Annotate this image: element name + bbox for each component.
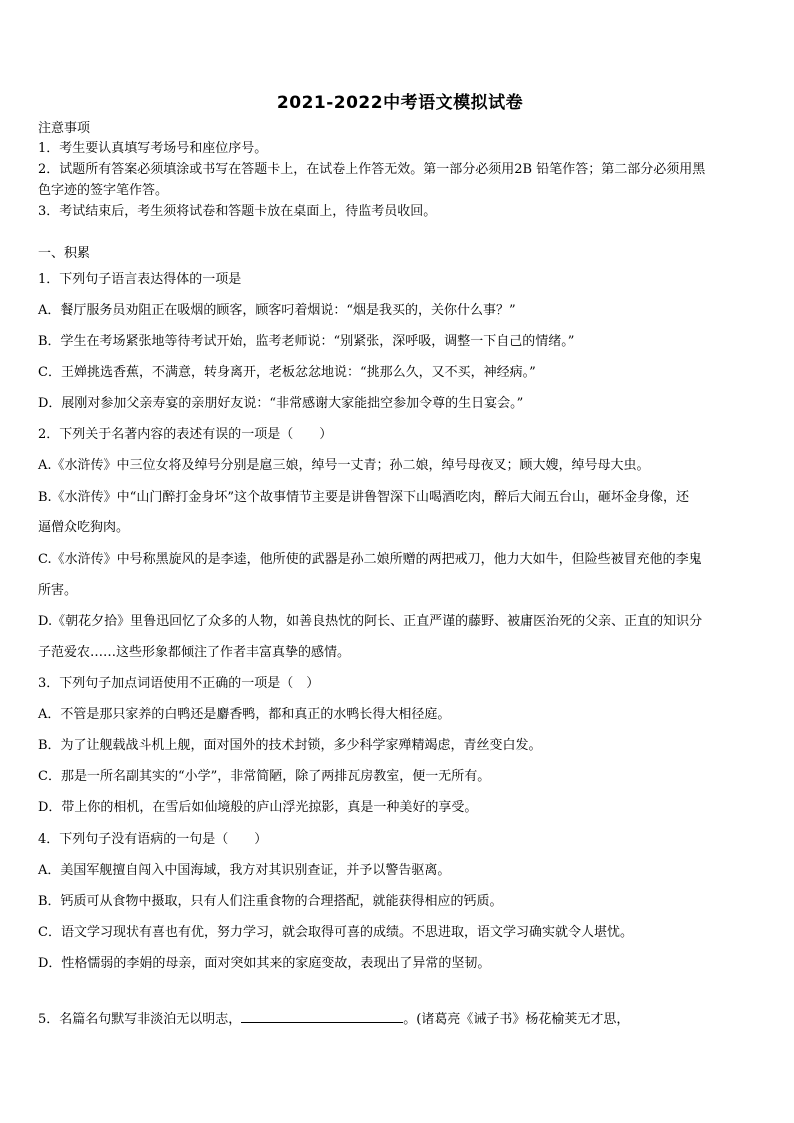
question-option: C．王婵挑选香蕉，不满意，转身离开，老板忿忿地说：“挑那么久，又不买，神经病。” bbox=[38, 365, 536, 380]
question-option: B．钙质可从食物中摄取，只有人们注重食物的合理搭配，就能获得相应的钙质。 bbox=[38, 894, 503, 909]
question-option: B．学生在考场紧张地等待考试开始，监考老师说：“别紧张，深呼吸，调整一下自己的情绪。” bbox=[38, 334, 575, 349]
notice-item: 色字迹的签字笔作答。 bbox=[38, 183, 169, 198]
notice-item: 2．试题所有答案必须填涂或书写在答题卡上，在试卷上作答无效。第一部分必须用2B 铅笔作答；第二部分必须用黑 bbox=[38, 162, 706, 177]
question-stem: 3．下列句子加点词语使用不正确的一项是（ ） bbox=[38, 676, 320, 691]
question-stem: 4．下列句子没有语病的一句是（ ） bbox=[38, 832, 268, 847]
question-option: D．性格懦弱的李娟的母亲，面对突如其来的家庭变故，表现出了异常的坚韧。 bbox=[38, 956, 491, 971]
question-option: D．展刚对参加父亲寿宴的亲朋好友说：“非常感谢大家能拙空参加令尊的生日宴会。” bbox=[38, 396, 524, 411]
question-option-cont: 逼僧众吃狗肉。 bbox=[38, 520, 130, 535]
question-option-cont: 所害。 bbox=[38, 583, 78, 598]
question-stem: 2．下列关于名著内容的表述有误的一项是（ ） bbox=[38, 427, 333, 442]
question-option: B.《水浒传》中“山门醉打金身坏”这个故事情节主要是讲鲁智深下山喝酒吃肉，醉后大闹五台山，砸坏金身像，还 bbox=[38, 490, 689, 505]
question-option: A．不管是那只家养的白鸭还是麝香鸭，都和真正的水鸭长得大相径庭。 bbox=[38, 707, 451, 722]
notice-item: 1．考生要认真填写考场号和座位序号。 bbox=[38, 141, 268, 156]
notice-item: 3．考试结束后，考生须将试卷和答题卡放在桌面上，待监考员收回。 bbox=[38, 204, 437, 219]
question-option: C．语文学习现状有喜也有优，努力学习，就会取得可喜的成绩。不思进取，语文学习确实就令人堪忧。 bbox=[38, 925, 633, 940]
question-option: D．带上你的相机，在雪后如仙境般的庐山浮光掠影，真是一种美好的享受。 bbox=[38, 800, 478, 815]
question-option: A．美国军舰擅自闯入中国海域，我方对其识别查证，并予以警告驱离。 bbox=[38, 863, 451, 878]
question-option: B．为了让舰载战斗机上舰，面对国外的技术封锁，多少科学家殚精竭虑，青丝变白发。 bbox=[38, 738, 542, 753]
question-stem: 1．下列句子语言表达得体的一项是 bbox=[38, 272, 242, 287]
question-option: D.《朝花夕拾》里鲁迅回忆了众多的人物，如善良热忱的阿长、正直严谨的藤野、被庸医治死的父亲、正直的知识分 bbox=[38, 614, 703, 629]
question-stem bbox=[38, 1010, 629, 1028]
question-option: A．餐厅服务员劝阻正在吸烟的顾客，顾客叼着烟说：“烟是我买的，关你什么事？” bbox=[38, 303, 516, 318]
section-heading: 一、积累 bbox=[38, 246, 91, 261]
fill-in-text-before: 5．名篇名句默写非淡泊无以明志， bbox=[38, 1012, 242, 1027]
notice-heading: 注意事项 bbox=[38, 121, 91, 136]
fill-in-text-after: 。(诸葛亮《诫子书》杨花榆荚无才思， bbox=[403, 1012, 630, 1027]
question-option: C.《水浒传》中号称黑旋风的是李逵，他所使的武器是孙二娘所赠的两把戒刀，他力大如牛，但险些被冒充他的李鬼 bbox=[38, 552, 702, 567]
answer-blank[interactable] bbox=[241, 1010, 403, 1023]
question-option-cont: 子范爱农……这些形象都倾注了作者丰富真挚的感情。 bbox=[38, 645, 351, 660]
question-option: A.《水浒传》中三位女将及绰号分别是扈三娘，绰号一丈青；孙二娘，绰号母夜叉；顾大嫂，绰号母大虫。 bbox=[38, 458, 650, 473]
question-option: C．那是一所名副其实的“小学”，非常简陋，除了两排瓦房教室，便一无所有。 bbox=[38, 769, 491, 784]
page-title: 2021-2022中考语文模拟试卷 bbox=[276, 93, 524, 113]
